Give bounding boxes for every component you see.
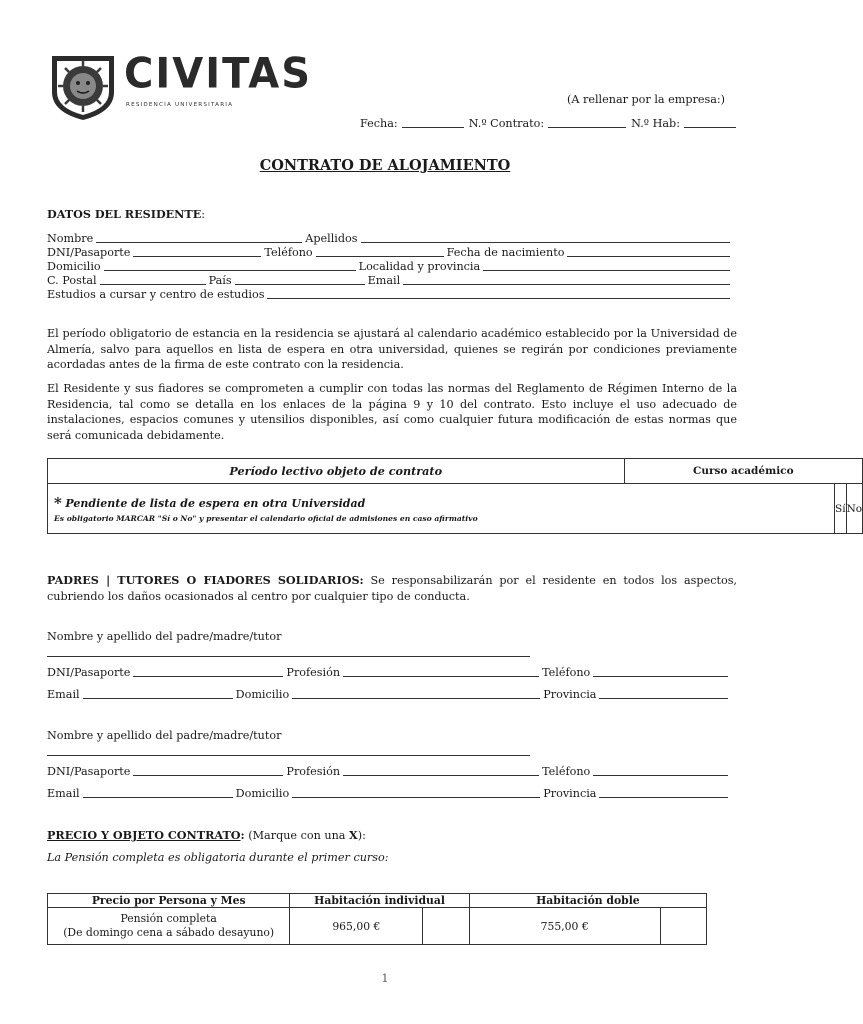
col-doble-header [469,894,706,908]
si-option[interactable]: Sí [835,484,847,533]
company-fields [360,117,736,130]
email-label: Email [367,274,401,287]
guardian1-domicilio-field[interactable] [292,698,540,699]
guardian1-row-email [47,687,731,701]
brand-name: CIVITAS [124,49,313,99]
guardian2-provincia-field[interactable] [599,797,728,798]
price-heading: PRECIO Y OBJETO CONTRATO [47,828,241,842]
guardians-heading: PADRES | TUTORES O FIADORES SOLIDARIOS: [47,573,364,587]
guardian1-dni-field[interactable] [133,676,283,677]
guardian1-profesion-label: Profesión [286,666,341,679]
price-instruction-pre: (Marque con una [244,829,350,842]
guardian1-provincia-label: Provincia [543,688,597,701]
pendiente-cell [48,484,625,534]
obligatorio-text: Es obligatorio MARCAR "Sí o No" y presentar el calendario oficial de admisiones en caso afirmativo [54,514,478,523]
si-no-cell [835,484,863,534]
price-instruction-post: ): [357,829,366,842]
domicilio-field[interactable] [104,270,356,271]
nombre-field[interactable] [96,242,302,243]
paragraph-estancia: El período obligatorio de estancia en la residencia se ajustará al calendario académico establecido por la Universidad de Almería, salvo para aquellos en lista de espera en otra universidad, quienes se regirán por condiciones previamente acordadas antes de la firma de este contrato con la residencia. [47,327,737,371]
pension-schedule: (De domingo cena a sábado desayuno) [63,926,275,939]
apellidos-label: Apellidos [305,232,358,245]
guardian2-email-label: Email [47,787,80,800]
pendiente-text: Pendiente de lista de espera en otra Universidad [65,497,366,510]
apellidos-field[interactable] [361,242,731,243]
col-precio-text: Precio por Persona y Mes [91,894,246,907]
doble-checkbox[interactable] [661,908,703,944]
localidad-label: Localidad y provincia [358,260,481,273]
price-table [47,893,707,945]
localidad-field[interactable] [483,270,730,271]
guardian1-email-field[interactable] [83,698,233,699]
guardian2-profesion-field[interactable] [343,775,539,776]
sun-face-emblem-icon [48,52,118,122]
guardian1-provincia-field[interactable] [599,698,728,699]
guardian2-name-field[interactable] [47,755,530,756]
guardian1-name-label: Nombre y apellido del padre/madre/tutor [47,630,282,643]
individual-price: 965,00 € [290,908,423,945]
domicilio-label: Domicilio [47,260,101,273]
guardian1-telefono-field[interactable] [593,676,728,677]
row-nombre [47,231,733,245]
hab-field[interactable] [684,127,736,128]
price-note: La Pensión completa es obligatoria durante el primer curso: [47,851,389,864]
individual-checkbox[interactable] [423,908,465,944]
fecha-field[interactable] [402,127,464,128]
dni-field[interactable] [133,256,261,257]
page-number: 1 [381,972,389,985]
col-doble-text: Habitación doble [536,894,640,907]
pendiente-spacer [624,484,835,534]
guardian2-domicilio-label: Domicilio [235,787,290,800]
guardian1-telefono-label: Teléfono [542,666,591,679]
page-title: CONTRATO DE ALOJAMIENTO [259,157,511,174]
row-postal [47,273,733,287]
price-heading-colon: : [240,828,245,842]
row-estudios [47,287,733,301]
price-instruction-x: X [349,828,358,842]
guardian2-row-email [47,786,731,800]
doble-checkbox-cell [660,908,706,945]
guardian2-row-dni [47,764,731,778]
guardian2-dni-label: DNI/Pasaporte [47,765,131,778]
row-dni [47,245,733,259]
guardian2-provincia-label: Provincia [543,787,597,800]
estudios-label: Estudios a cursar y centro de estudios [47,288,265,301]
guardian2-profesion-label: Profesión [286,765,341,778]
telefono-field[interactable] [316,256,444,257]
doble-price: 755,00 € [469,908,660,945]
estudios-field[interactable] [267,298,730,299]
pais-label: País [208,274,232,287]
contrato-label: N.º Contrato: [468,117,545,130]
col-individual-header [290,894,469,908]
dni-label: DNI/Pasaporte [47,246,131,259]
nacimiento-field[interactable] [567,256,730,257]
guardian2-domicilio-field[interactable] [292,797,540,798]
resident-heading [47,207,205,221]
guardian1-name-field[interactable] [47,656,530,657]
guardians-text: Se responsabilizarán por el residente en todos los aspectos, cubriendo los daños ocasionados al centro por cualquier tipo de conducta. [47,574,737,603]
nombre-label: Nombre [47,232,94,245]
guardians-intro [47,573,737,604]
guardian2-name-label: Nombre y apellido del padre/madre/tutor [47,729,282,742]
civitas-logo [48,49,313,122]
guardian1-email-label: Email [47,688,80,701]
individual-checkbox-cell [423,908,469,945]
telefono-label: Teléfono [264,246,313,259]
company-note: (A rellenar por la empresa:) [567,93,726,106]
cpostal-label: C. Postal [47,274,97,287]
guardian1-row-dni [47,665,731,679]
paragraph-normas: El Residente y sus fiadores se comprometen a cumplir con todas las normas del Reglamento de Régimen Interno de la Residencia, tal como se detalla en los enlaces de la página 9 y 10 del contrato. Esto incluye el uso adecuado de instalaciones, espacios comunes y utensilios disponibles, así como cualquier futura modificación de estas normas que será comunicada debidamente. [47,382,737,442]
pension-label: Pensión completa [120,912,217,925]
cpostal-field[interactable] [100,284,206,285]
no-option[interactable]: No [846,502,863,515]
pension-label-cell [48,908,290,945]
row-domicilio [47,259,733,273]
periodo-header [48,459,625,484]
guardian1-profesion-field[interactable] [343,676,539,677]
guardian2-dni-field[interactable] [133,775,283,776]
email-field[interactable] [403,284,730,285]
hab-label: N.º Hab: [631,117,680,130]
col-individual-text: Habitación individual [314,894,445,907]
guardian2-telefono-label: Teléfono [542,765,591,778]
guardian1-dni-label: DNI/Pasaporte [47,666,131,679]
resident-heading-colon: : [201,208,206,221]
guardian2-telefono-field[interactable] [593,775,728,776]
guardian1-domicilio-label: Domicilio [235,688,290,701]
pais-field[interactable] [235,284,365,285]
periodo-text: Período lectivo objeto de contrato [229,464,443,478]
curso-header [624,459,863,484]
asterisk: * [54,494,62,512]
price-heading-line [47,828,366,842]
brand-subtitle: RESIDENCIA UNIVERSITARIA [126,102,234,108]
contrato-field[interactable] [548,127,626,128]
nacimiento-label: Fecha de nacimiento [446,246,565,259]
period-table [47,458,863,534]
curso-text: Curso académico [692,465,794,477]
guardian2-email-field[interactable] [83,797,233,798]
col-precio-header [48,894,290,908]
fecha-label: Fecha: [360,117,398,130]
resident-heading-text: DATOS DEL RESIDENTE [47,207,202,221]
